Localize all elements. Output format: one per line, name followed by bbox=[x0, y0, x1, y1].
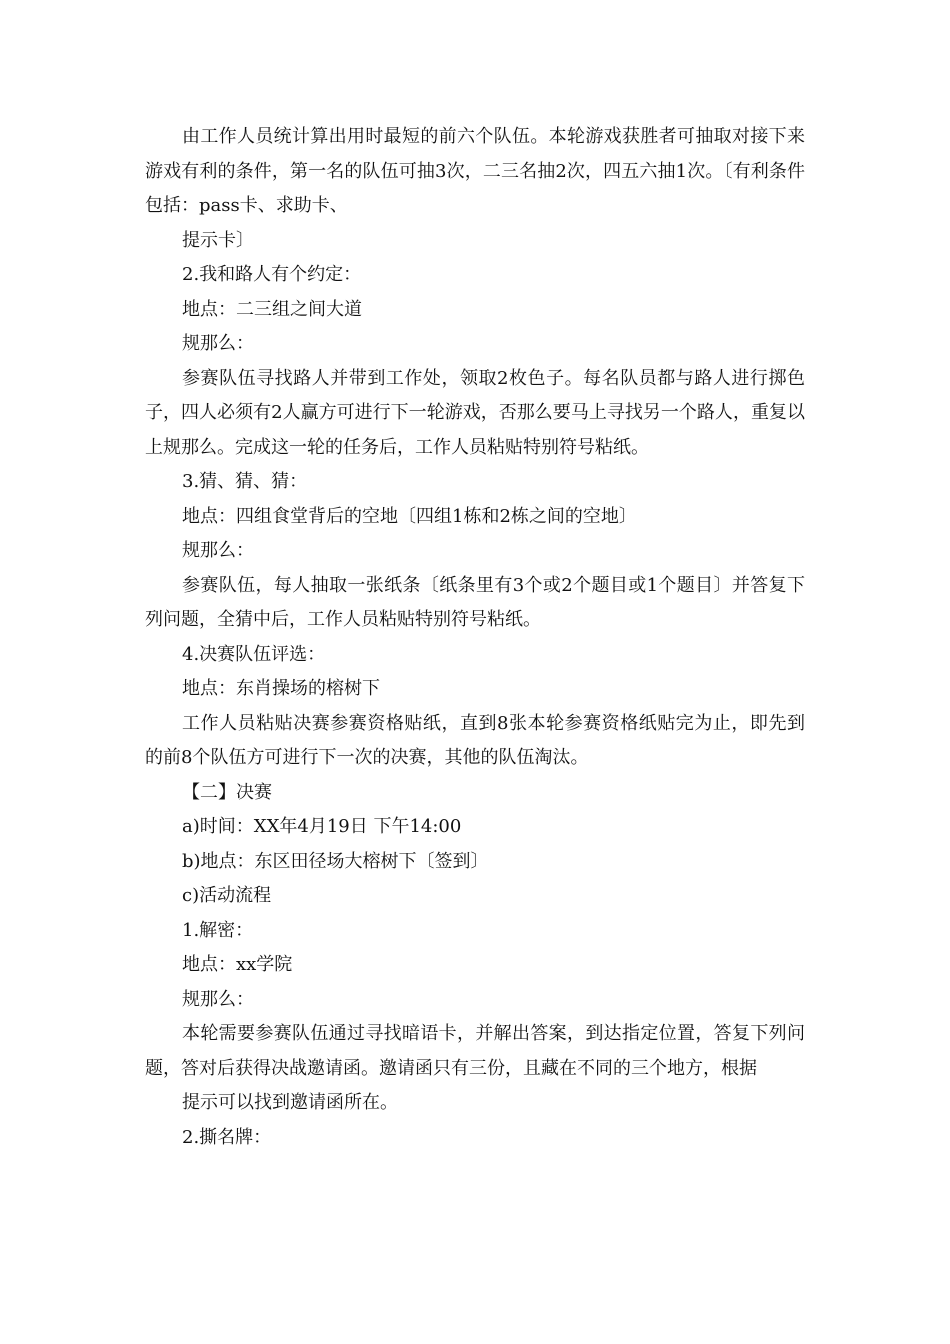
paragraph-hint: 提示可以找到邀请函所在。 bbox=[182, 1092, 398, 1113]
location-line: 地点：四组食堂背后的空地〔四组1栋和2栋之间的空地〕 bbox=[182, 505, 637, 527]
paragraph-rules-2: 参赛队伍寻找路人并带到工作处，领取2枚色子。每名队员都与路人进行掷色子，四人必须有2人赢方可进行下一轮游戏，否那么要马上寻找另一个路人，重复以上规那么。完成这一轮的任务后，工作人员粘贴特别符号粘纸。 bbox=[145, 367, 805, 458]
paragraph-1: 由工作人员统计算出用时最短的前六个队伍。本轮游戏获胜者可抽取对接下来游戏有利的条件，第一名的队伍可抽3次，二三名抽2次，四五六抽1次。〔有利条件包括：pass卡、求助卡、 bbox=[145, 126, 805, 216]
section-heading-2: 2.我和路人有个约定： bbox=[182, 264, 362, 285]
final-step-1: 1.解密： bbox=[182, 919, 254, 941]
section-heading-3: 3.猜、猜、猜： bbox=[182, 471, 308, 492]
final-process: c)活动流程 bbox=[182, 885, 272, 906]
rules-label: 规那么： bbox=[182, 540, 254, 561]
final-step-2: 2.撕名牌： bbox=[182, 1126, 272, 1148]
paragraph-final-rules: 本轮需要参赛队伍通过寻找暗语卡，并解出答案，到达指定位置，答复下列问题，答对后获得决战邀请函。邀请函只有三份，且藏在不同的三个地方，根据 bbox=[145, 1023, 805, 1079]
paragraph-2: 提示卡〕 bbox=[182, 229, 254, 251]
paragraph-rules-4: 工作人员粘贴决赛参赛资格贴纸，直到8张本轮参赛资格纸贴完为止，即先到的前8个队伍方可进行下一次的决赛，其他的队伍淘汰。 bbox=[145, 712, 805, 768]
rules-label: 规那么： bbox=[182, 333, 254, 354]
document-body bbox=[145, 120, 805, 1155]
final-heading: 【二】决赛 bbox=[182, 781, 272, 803]
section-heading-4: 4.决赛队伍评选： bbox=[182, 643, 326, 665]
rules-label: 规那么： bbox=[182, 988, 254, 1010]
location-line: 地点：二三组之间大道 bbox=[182, 298, 362, 320]
location-line: 地点：东肖操场的榕树下 bbox=[182, 678, 380, 699]
final-location: b)地点：东区田径场大榕树下〔签到〕 bbox=[182, 850, 489, 872]
location-line: 地点：xx学院 bbox=[182, 954, 293, 975]
final-time: a)时间：XX年4月19日 下午14:00 bbox=[182, 816, 462, 837]
paragraph-rules-3: 参赛队伍，每人抽取一张纸条〔纸条里有3个或2个题目或1个题目〕并答复下列问题，全猜中后，工作人员粘贴特别符号粘纸。 bbox=[145, 574, 805, 630]
